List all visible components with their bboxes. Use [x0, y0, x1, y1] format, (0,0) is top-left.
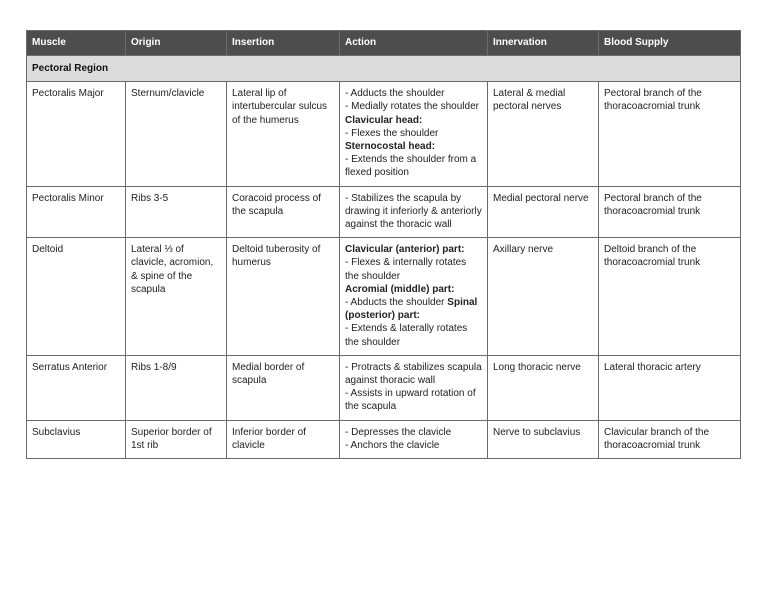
section-row — [27, 56, 741, 82]
col-header-muscle: Muscle — [27, 31, 126, 56]
action-subheading: Clavicular head: — [345, 114, 423, 126]
table-row — [27, 82, 741, 186]
action-subheading: Clavicular (anterior) part: — [345, 244, 465, 256]
col-header-action: Action — [340, 31, 488, 56]
cell-insertion: Deltoid tuberosity of humerus — [227, 238, 340, 356]
header-row — [27, 31, 741, 56]
cell-origin: Sternum/clavicle — [126, 82, 227, 186]
action-subheading: Sternocostal head: — [345, 141, 436, 153]
cell-origin: Lateral ⅓ of clavicle, acromion, & spine of the scapula — [126, 238, 227, 356]
cell-action — [340, 420, 488, 458]
cell-innervation: Nerve to subclavius — [488, 420, 599, 458]
cell-blood-supply: Lateral thoracic artery — [599, 355, 741, 420]
col-header-innervation: Innervation — [488, 31, 599, 56]
cell-muscle: Pectoralis Major — [27, 82, 126, 186]
table-row — [27, 355, 741, 420]
action-line: - Extends the shoulder from a flexed position — [345, 154, 477, 179]
action-line: - Depresses the clavicle — [345, 426, 452, 438]
cell-blood-supply: Clavicular branch of the thoracoacromial trunk — [599, 420, 741, 458]
action-subheading: Spinal (posterior) part: — [345, 297, 478, 322]
cell-blood-supply: Pectoral branch of the thoracoacromial trunk — [599, 82, 741, 186]
cell-insertion: Coracoid process of the scapula — [227, 186, 340, 238]
cell-action — [340, 238, 488, 356]
action-text: - Abducts the shoulder — [345, 297, 448, 309]
cell-muscle: Subclavius — [27, 420, 126, 458]
action-line: - Medially rotates the shoulder — [345, 101, 479, 113]
cell-origin: Superior border of 1st rib — [126, 420, 227, 458]
cell-muscle: Serratus Anterior — [27, 355, 126, 420]
action-line: - Adducts the shoulder — [345, 88, 445, 100]
cell-origin: Ribs 1-8/9 — [126, 355, 227, 420]
col-header-insertion: Insertion — [227, 31, 340, 56]
action-line: - Flexes & internally rotates the shoulder — [345, 257, 467, 282]
col-header-origin: Origin — [126, 31, 227, 56]
muscle-table — [26, 30, 741, 459]
table-row — [27, 420, 741, 458]
col-header-blood-supply: Blood Supply — [599, 31, 741, 56]
cell-insertion: Lateral lip of intertubercular sulcus of the humerus — [227, 82, 340, 186]
cell-innervation: Lateral & medial pectoral nerves — [488, 82, 599, 186]
section-title: Pectoral Region — [27, 56, 741, 82]
cell-innervation: Medial pectoral nerve — [488, 186, 599, 238]
action-line: - Stabilizes the scapula by drawing it inferiorly & anteriorly against the thoracic wall — [345, 192, 482, 231]
action-line: - Assists in upward rotation of the scapula — [345, 388, 476, 413]
cell-innervation: Axillary nerve — [488, 238, 599, 356]
action-subheading: Acromial (middle) part: — [345, 283, 455, 295]
cell-muscle: Pectoralis Minor — [27, 186, 126, 238]
action-line — [345, 296, 482, 322]
action-line: - Flexes the shoulder — [345, 127, 439, 139]
table-row — [27, 238, 741, 356]
table-row — [27, 186, 741, 238]
muscle-table-sheet — [26, 30, 740, 459]
cell-blood-supply: Pectoral branch of the thoracoacromial trunk — [599, 186, 741, 238]
action-line: - Anchors the clavicle — [345, 439, 440, 451]
cell-insertion: Medial border of scapula — [227, 355, 340, 420]
cell-action — [340, 82, 488, 186]
cell-action — [340, 186, 488, 238]
cell-action — [340, 355, 488, 420]
action-line: - Extends & laterally rotates the shoulder — [345, 323, 468, 348]
cell-blood-supply: Deltoid branch of the thoracoacromial trunk — [599, 238, 741, 356]
cell-origin: Ribs 3-5 — [126, 186, 227, 238]
cell-innervation: Long thoracic nerve — [488, 355, 599, 420]
action-line: - Protracts & stabilizes scapula against thoracic wall — [345, 361, 482, 387]
cell-insertion: Inferior border of clavicle — [227, 420, 340, 458]
cell-muscle: Deltoid — [27, 238, 126, 356]
